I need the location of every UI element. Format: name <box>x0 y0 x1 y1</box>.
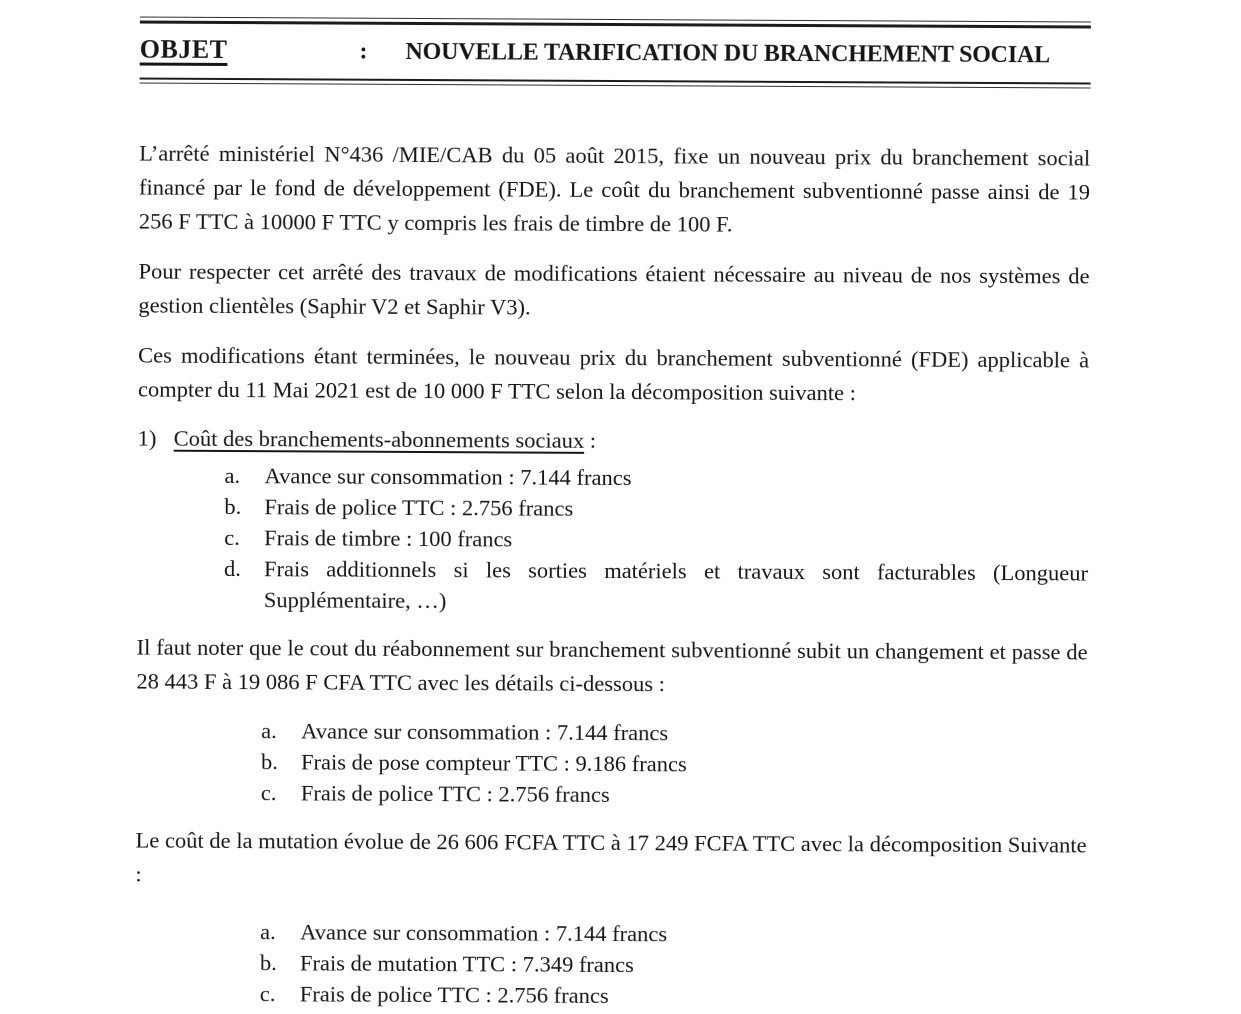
item-marker: d. <box>223 555 241 582</box>
item-text: Frais additionnels si les sorties matériels et travaux sont facturables (Longueur Supplémentaire, …) <box>263 556 1089 614</box>
section-branchements <box>137 423 1089 620</box>
section-number: 1) <box>137 425 157 451</box>
item-marker: a. <box>261 718 277 744</box>
paragraph-arrete: L’arrêté ministériel N°436 /MIE/CAB du 05 août 2015, fixe un nouveau prix du branchement social financé par le fond de développement (FDE). Le coût du branchement subventionné passe ainsi de 19 256 F TTC à 10000 F TTC y compris les frais de timbre de 100 F. <box>138 140 1091 237</box>
item-text: Frais de police TTC : 2.756 francs <box>264 494 574 521</box>
header-rule-bottom <box>140 77 1091 84</box>
list-item <box>136 777 1087 813</box>
item-text: Frais de police TTC : 2.756 francs <box>300 780 610 807</box>
section-heading-text: Coût des branchements-abonnements sociaux : <box>173 425 597 453</box>
item-text: Frais de police TTC : 2.756 francs <box>299 981 609 1008</box>
item-text: Frais de timbre : 100 francs <box>264 525 513 552</box>
item-marker: a. <box>260 919 276 945</box>
list-item <box>137 522 1088 558</box>
list-mutation <box>135 916 1086 1014</box>
item-marker: c. <box>259 981 276 1007</box>
item-marker: b. <box>259 950 277 976</box>
paragraph-saphir: Pour respecter cet arrêté des travaux de modifications étaient nécessaire au niveau de nos systèmes de gestion clientèles (Saphir V2 et Saphir V3). <box>138 258 1090 320</box>
list-item <box>135 916 1086 952</box>
document-body <box>135 137 1091 1014</box>
item-marker: b. <box>224 493 242 520</box>
item-text: Frais de pose compteur TTC : 9.186 francs <box>300 749 687 777</box>
list-reabonnement <box>136 715 1087 813</box>
list-item <box>137 491 1088 527</box>
header-colon: : <box>359 38 368 65</box>
item-text: Avance sur consommation : 7.144 francs <box>301 718 669 746</box>
list-item <box>135 978 1086 1014</box>
item-text: Avance sur consommation : 7.144 francs <box>264 463 632 491</box>
objet-label: OBJET <box>139 34 228 64</box>
list-item <box>137 553 1088 620</box>
paragraph-nouveau-prix: Ces modifications étant terminées, le nouveau prix du branchement subventionné (FDE) applicable à compter du 11 Mai 2021 est de 10 000 F TTC selon la décomposition suivante : <box>137 342 1090 406</box>
header-title: NOUVELLE TARIFICATION DU BRANCHEMENT SOCIAL <box>405 38 1050 68</box>
paragraph-mutation: Le coût de la mutation évolue de 26 606 FCFA TTC à 17 249 FCFA TTC avec la décomposition Suivante : <box>135 827 1087 887</box>
header-rule-top <box>140 21 1091 28</box>
item-text: Avance sur consommation : 7.144 francs <box>300 919 668 947</box>
list-item <box>136 746 1087 782</box>
document-header <box>140 21 1091 85</box>
item-marker: c. <box>224 524 240 551</box>
list-item <box>137 460 1088 496</box>
item-marker: c. <box>260 780 277 806</box>
header-row <box>140 34 1091 69</box>
list-item <box>135 947 1086 983</box>
item-marker: a. <box>224 462 241 489</box>
item-text: Frais de mutation TTC : 7.349 francs <box>299 950 634 978</box>
paragraph-reabonnement: Il faut noter que le cout du réabonnement sur branchement subventionné subit un changement et passe de 28 443 F à 19 086 F CFA TTC avec les détails ci-dessous : <box>136 634 1088 697</box>
list-item <box>136 715 1087 751</box>
section-heading <box>138 423 1089 460</box>
item-marker: b. <box>260 749 278 775</box>
